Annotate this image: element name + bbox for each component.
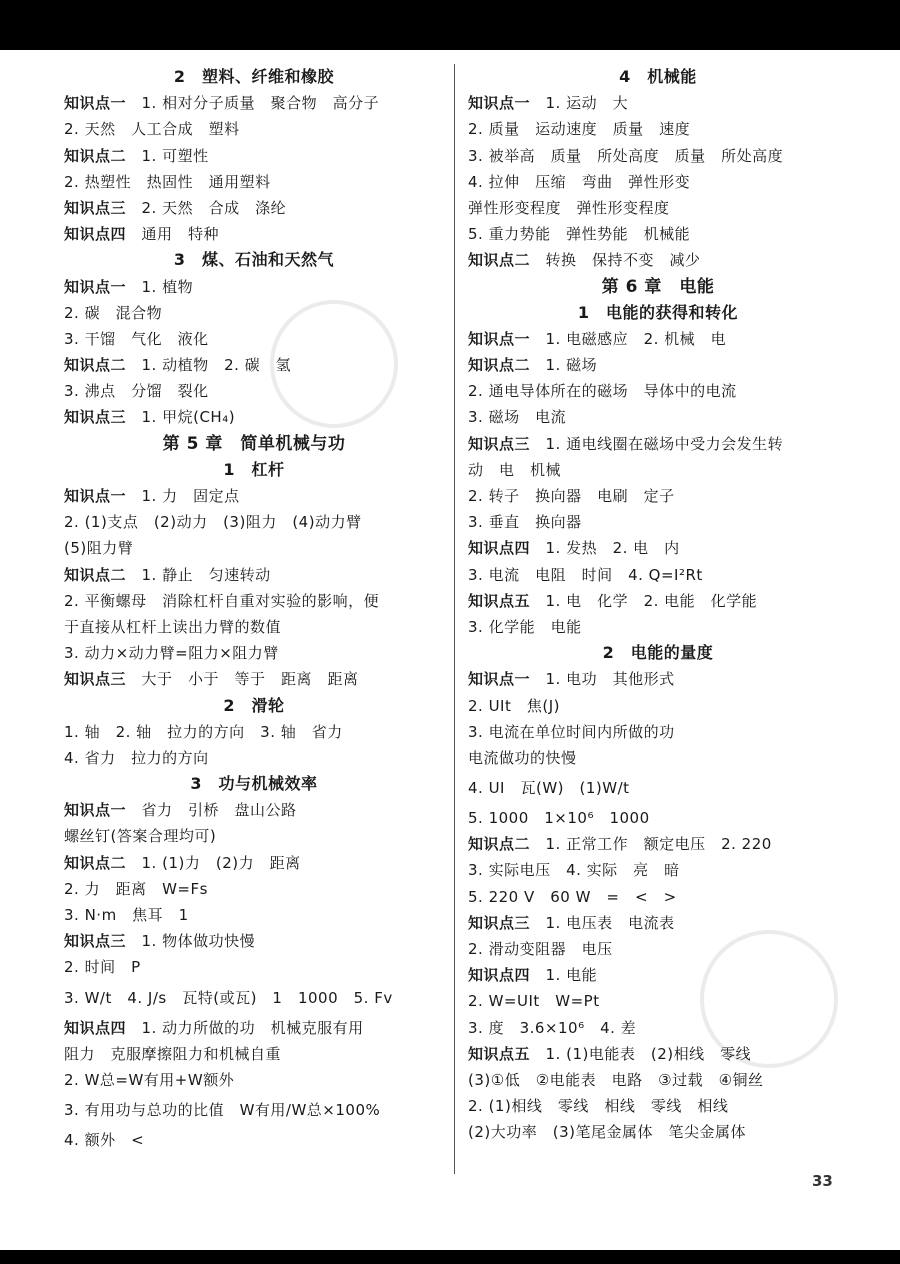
- section-heading: 2 滑轮: [223, 695, 285, 715]
- answer-text: 通用 特种: [126, 225, 220, 244]
- answer-line: [64, 928, 444, 954]
- answer-line: [64, 195, 444, 221]
- answer-line: 2. 热塑性 热固性 通用塑料: [64, 172, 271, 191]
- answer-line: 3. 干馏 气化 液化: [64, 329, 209, 348]
- answer-line: 2. 滑动变阻器 电压: [468, 940, 613, 958]
- answer-line: [64, 562, 444, 588]
- answer-line: 3. 垂直 换向器: [468, 513, 582, 532]
- knowledge-point-label: 知识点二: [64, 853, 127, 872]
- answer-text: 1. (1)电能表 (2)相线 零线: [530, 1044, 752, 1063]
- answer-text: 省力 引桥 盘山公路: [126, 801, 297, 820]
- answer-line: 3. 电流 电阻 时间 4. Q=I²Rt: [468, 565, 703, 584]
- answer-line: 2. 天然 人工合成 塑料: [64, 120, 240, 139]
- knowledge-point-label: 知识点四: [64, 1018, 127, 1037]
- section-heading: 2 塑料、纤维和橡胶: [173, 67, 335, 86]
- knowledge-point-label: 知识点五: [468, 591, 531, 610]
- answer-text: 1. 动力所做的功 机械克服有用: [126, 1018, 364, 1037]
- answer-line: [64, 850, 444, 876]
- answer-line: [468, 247, 848, 273]
- answer-line: 3. W/t 4. J/s 瓦特(或瓦) 1 1000 5. Fv: [64, 988, 393, 1007]
- knowledge-point-label: 知识点五: [468, 1044, 531, 1063]
- answer-line: [468, 666, 848, 692]
- answer-line: 3. 被举高 质量 所处高度 质量 所处高度: [468, 146, 784, 165]
- knowledge-point-label: 知识点三: [468, 434, 531, 453]
- answer-text: 大于 小于 等于 距离 距离: [126, 670, 359, 689]
- chapter-heading: 第 6 章 电能: [601, 276, 715, 297]
- top-black-bar: [0, 0, 900, 50]
- answer-line: [468, 431, 848, 457]
- knowledge-point-label: 知识点一: [64, 487, 127, 505]
- right-column: [468, 64, 848, 1146]
- knowledge-point-label: 知识点一: [64, 277, 127, 296]
- section-heading: 4 机械能: [619, 67, 697, 86]
- section-heading: 2 电能的量度: [602, 643, 714, 663]
- knowledge-point-label: 知识点四: [468, 966, 531, 985]
- answer-line: 1. 轴 2. 轴 拉力的方向 3. 轴 省力: [64, 722, 343, 741]
- knowledge-point-label: 知识点一: [64, 801, 127, 820]
- knowledge-point-label: 知识点三: [64, 932, 127, 951]
- answer-line: 3. 动力×动力臂=阻力×阻力臂: [64, 644, 279, 663]
- knowledge-point-label: 知识点三: [64, 198, 127, 217]
- answer-line: 2. 质量 运动速度 质量 速度: [468, 120, 691, 139]
- answer-text: 1. 电压表 电流表: [530, 913, 675, 932]
- knowledge-point-label: 知识点二: [468, 251, 531, 270]
- answer-line: [468, 831, 848, 857]
- answer-text: 转换 保持不变 减少: [530, 251, 701, 270]
- knowledge-point-label: 知识点二: [468, 356, 531, 375]
- answer-line: 4. UI 瓦(W) (1)W/t: [468, 779, 630, 798]
- answer-line: [468, 910, 848, 936]
- answer-line: [468, 588, 848, 614]
- answer-line: 弹性形变程度 弹性形变程度: [468, 198, 670, 217]
- answer-text: 1. 力 固定点: [126, 487, 240, 505]
- answer-text: 1. 相对分子质量 聚合物 高分子: [126, 94, 380, 113]
- answer-line: 3. 度 3.6×10⁶ 4. 差: [468, 1018, 637, 1037]
- answer-text: 1. 可塑性: [126, 146, 209, 165]
- answer-line: [64, 666, 444, 692]
- answer-line: [468, 352, 848, 378]
- answer-line: [64, 1015, 444, 1041]
- knowledge-point-label: 知识点二: [64, 565, 127, 584]
- answer-line: 5. 重力势能 弹性势能 机械能: [468, 225, 691, 244]
- answer-text: 1. 动植物 2. 碳 氢: [126, 356, 292, 375]
- answer-line: 2. 碳 混合物: [64, 303, 163, 322]
- section-heading: 3 煤、石油和天然气: [173, 250, 335, 270]
- knowledge-point-label: 知识点一: [468, 94, 531, 113]
- answer-line: [64, 352, 444, 378]
- answer-line: 阻力 克服摩擦阻力和机械自重: [64, 1044, 282, 1063]
- bottom-black-bar: [0, 1250, 900, 1264]
- answer-line: 2. W总=W有用+W额外: [64, 1070, 235, 1089]
- knowledge-point-label: 知识点四: [64, 225, 127, 244]
- answer-line: [64, 404, 444, 430]
- answer-line: (3)①低 ②电能表 电路 ③过载 ④铜丝: [468, 1070, 764, 1089]
- answer-line: 2. 平衡螺母 消除杠杆自重对实验的影响，便: [64, 591, 380, 610]
- answer-line: 3. 化学能 电能: [468, 617, 582, 636]
- knowledge-point-label: 知识点二: [64, 146, 127, 165]
- answer-line: [64, 221, 444, 247]
- answer-line: 电流做功的快慢: [468, 748, 577, 767]
- answer-line: 3. 磁场 电流: [468, 408, 567, 427]
- answer-line: 4. 额外 <: [64, 1131, 145, 1150]
- answer-line: [468, 1041, 848, 1067]
- answer-text: 1. 电磁感应 2. 机械 电: [530, 329, 727, 348]
- answer-line: 2. (1)相线 零线 相线 零线 相线: [468, 1097, 729, 1116]
- answer-line: 2. (1)支点 (2)动力 (3)阻力 (4)动力臂: [64, 513, 362, 532]
- answer-line: 4. 拉伸 压缩 弯曲 弹性形变: [468, 172, 691, 191]
- answer-line: (2)大功率 (3)笔尾金属体 笔尖金属体: [468, 1123, 746, 1142]
- section-heading: 1 杠杆: [223, 459, 285, 479]
- answer-text: 2. 天然 合成 涤纶: [126, 198, 287, 217]
- answer-text: 1. 电功 其他形式: [530, 670, 675, 689]
- answer-line: 于直接从杠杆上读出力臂的数值: [64, 617, 282, 636]
- answer-line: 4. 省力 拉力的方向: [64, 748, 209, 767]
- answer-line: 5. 220 V 60 W = < >: [468, 887, 677, 906]
- answer-text: 1. 植物: [126, 277, 194, 296]
- page-number: 33: [812, 1172, 833, 1190]
- answer-text: 1. (1)力 (2)力 距离: [126, 853, 301, 872]
- knowledge-point-label: 知识点三: [64, 408, 127, 427]
- answer-text: 1. 磁场: [530, 356, 598, 375]
- answer-line: 2. 时间 P: [64, 958, 141, 977]
- column-divider: [454, 64, 455, 1174]
- knowledge-point-label: 知识点二: [468, 835, 531, 854]
- section-heading: 3 功与机械效率: [190, 774, 318, 794]
- answer-line: 3. 有用功与总功的比值 W有用/W总×100%: [64, 1101, 381, 1120]
- answer-line: 3. 沸点 分馏 裂化: [64, 382, 209, 401]
- answer-line: [64, 90, 444, 116]
- answer-line: 2. 力 距离 W=Fs: [64, 879, 208, 898]
- answer-line: [64, 143, 444, 169]
- answer-line: [64, 274, 444, 300]
- answer-line: 2. W=UIt W=Pt: [468, 992, 600, 1011]
- answer-line: [468, 326, 848, 352]
- knowledge-point-label: 知识点三: [64, 670, 127, 689]
- answer-text: 1. 发热 2. 电 内: [530, 539, 680, 558]
- left-column: [64, 64, 444, 1153]
- answer-text: 1. 甲烷(CH₄): [126, 408, 236, 427]
- answer-line: 3. N·m 焦耳 1: [64, 906, 189, 924]
- answer-line: [64, 797, 444, 823]
- knowledge-point-label: 知识点二: [64, 356, 127, 375]
- chapter-heading: 第 5 章 简单机械与功: [162, 433, 346, 454]
- knowledge-point-label: 知识点一: [468, 670, 531, 689]
- answer-line: [468, 535, 848, 561]
- answer-text: 1. 电能: [530, 966, 598, 985]
- knowledge-point-label: 知识点一: [64, 94, 127, 113]
- answer-line: 3. 电流在单位时间内所做的功: [468, 722, 675, 741]
- answer-line: (5)阻力臂: [64, 539, 134, 558]
- answer-text: 1. 正常工作 额定电压 2. 220: [530, 835, 772, 854]
- knowledge-point-label: 知识点三: [468, 913, 531, 932]
- answer-text: 1. 物体做功快慢: [126, 932, 256, 951]
- answer-text: 1. 通电线圈在磁场中受力会发生转: [530, 434, 784, 453]
- knowledge-point-label: 知识点一: [468, 329, 531, 348]
- answer-line: [468, 90, 848, 116]
- answer-line: 动 电 机械: [468, 460, 562, 479]
- answer-line: 螺丝钉(答案合理均可): [64, 827, 217, 846]
- answer-line: 3. 实际电压 4. 实际 亮 暗: [468, 861, 680, 880]
- answer-line: 2. UIt 焦(J): [468, 696, 560, 715]
- section-heading: 1 电能的获得和转化: [577, 302, 739, 322]
- knowledge-point-label: 知识点四: [468, 539, 531, 558]
- answer-text: 1. 静止 匀速转动: [126, 565, 271, 584]
- answer-line: 2. 通电导体所在的磁场 导体中的电流: [468, 382, 737, 401]
- answer-line: 2. 转子 换向器 电刷 定子: [468, 487, 675, 505]
- answer-line: 5. 1000 1×10⁶ 1000: [468, 809, 650, 828]
- answer-line: [468, 962, 848, 988]
- answer-text: 1. 运动 大: [530, 94, 629, 113]
- answer-text: 1. 电 化学 2. 电能 化学能: [530, 591, 758, 610]
- answer-line: [64, 483, 444, 509]
